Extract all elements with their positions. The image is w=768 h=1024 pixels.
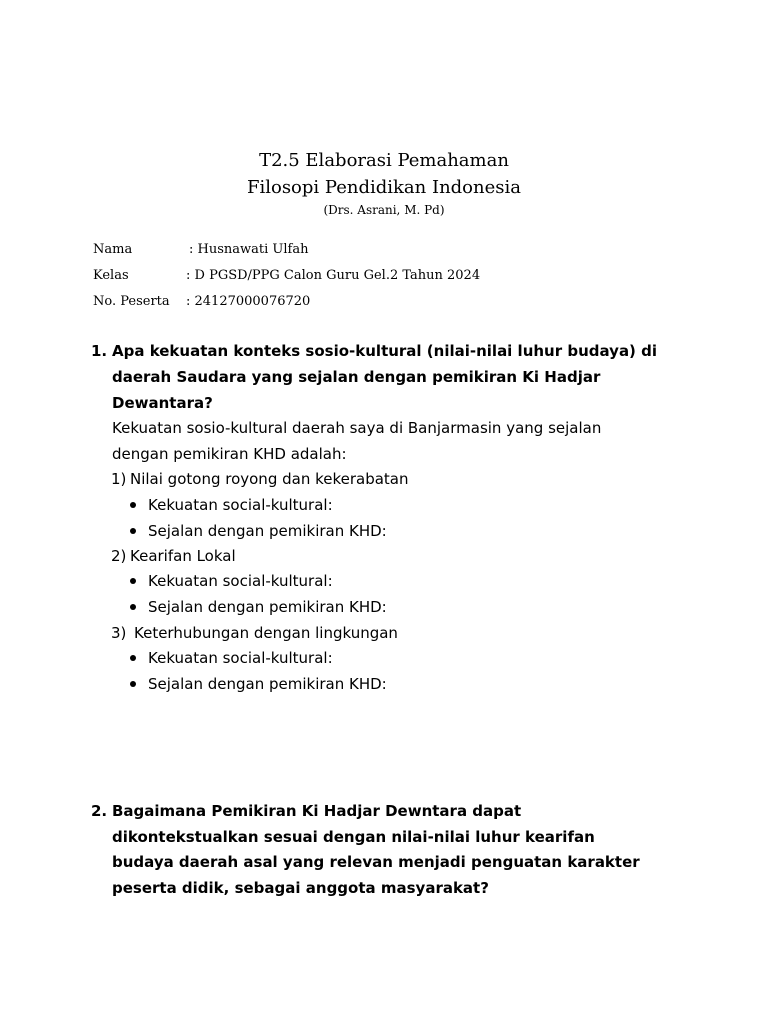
kelas-label: Kelas [93,268,129,283]
question-2-line-1: Bagaimana Pemikiran Ki Hadjar Dewntara dapat [112,802,522,820]
kelas-value: : D PGSD/PPG Calon Guru Gel.2 Tahun 2024 [186,268,481,283]
item-2-bullet-2: Sejalan dengan pemikiran KHD: [148,598,387,616]
peserta-value: : 24127000076720 [186,294,311,309]
item-1-label: Nilai gotong royong dan kekerabatan [130,470,409,488]
item-3-label: Keterhubungan dengan lingkungan [134,624,398,642]
item-1-number: 1) [111,470,127,488]
bullet-icon [130,681,136,687]
item-1-bullet-1: Kekuatan social-kultural: [148,496,333,514]
bullet-icon [130,502,136,508]
item-3-number: 3) [111,624,127,642]
answer-1-line-1: Kekuatan sosio-kultural daerah saya di Banjarmasin yang sejalan [112,419,602,437]
bullet-icon [130,578,136,584]
item-2-label: Kearifan Lokal [130,547,236,565]
question-1-line-3: Dewantara? [112,394,213,412]
item-1-bullet-2: Sejalan dengan pemikiran KHD: [148,522,387,540]
document-title-line-2: Filosopi Pendidikan Indonesia [246,177,521,198]
question-2-number: 2. [91,802,108,820]
nama-label: Nama [93,242,133,257]
item-2-number: 2) [111,547,127,565]
question-1-number: 1. [91,342,108,360]
nama-value: : Husnawati Ulfah [189,242,309,257]
question-1-line-1: Apa kekuatan konteks sosio-kultural (nilai-nilai luhur budaya) di [112,342,658,360]
question-2-line-2: dikontekstualkan sesuai dengan nilai-nilai luhur kearifan [112,828,595,846]
document-subtitle: (Drs. Asrani, M. Pd) [323,203,445,217]
document-title-line-1: T2.5 Elaborasi Pemahaman [259,150,509,171]
question-1-line-2: daerah Saudara yang sejalan dengan pemikiran Ki Hadjar [112,368,601,386]
bullet-icon [130,655,136,661]
peserta-label: No. Peserta [93,294,170,309]
item-3-bullet-1: Kekuatan social-kultural: [148,649,333,667]
answer-1-line-2: dengan pemikiran KHD adalah: [112,445,347,463]
bullet-icon [130,528,136,534]
bullet-icon [130,604,136,610]
question-2-line-3: budaya daerah asal yang relevan menjadi penguatan karakter [112,853,640,871]
item-3-bullet-2: Sejalan dengan pemikiran KHD: [148,675,387,693]
item-2-bullet-1: Kekuatan social-kultural: [148,572,333,590]
question-2-line-4: peserta didik, sebagai anggota masyarakat? [112,879,489,897]
